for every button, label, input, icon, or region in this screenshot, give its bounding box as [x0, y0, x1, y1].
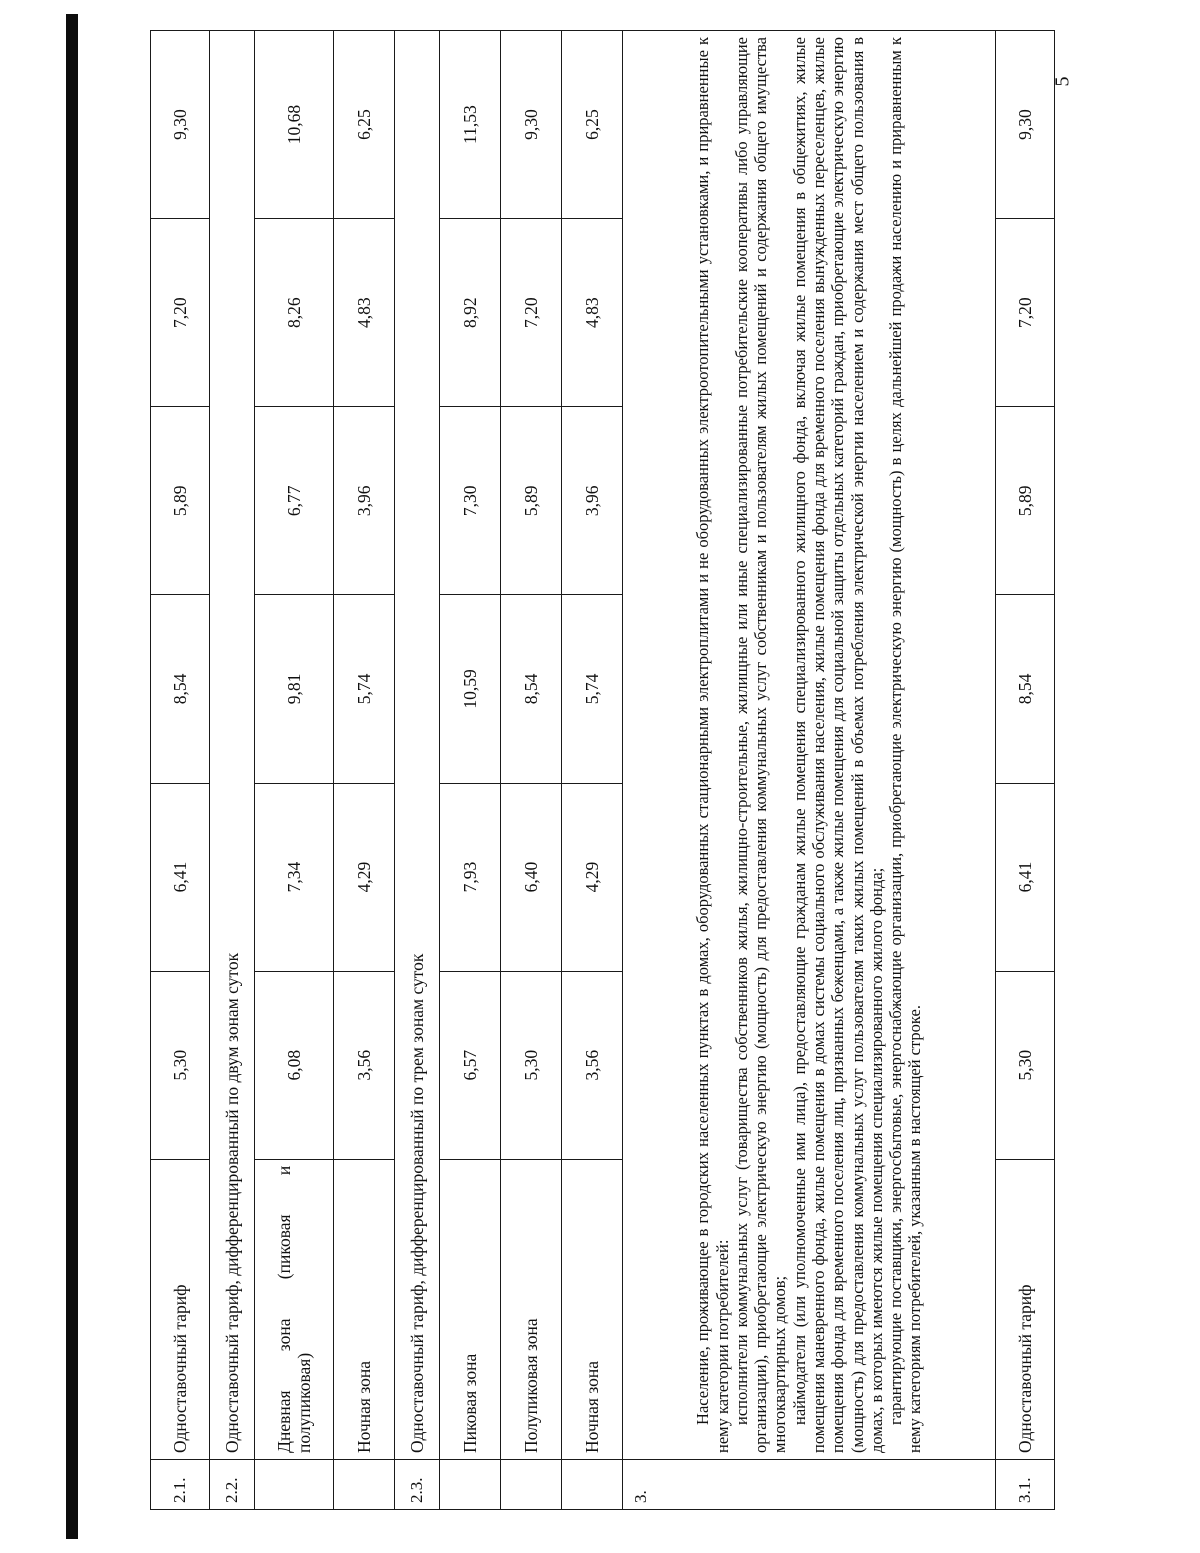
- tariff-value: 8,54: [501, 595, 562, 783]
- note-paragraph: гарантирующие поставщики, энергосбытовые, энергоснабжающие организации, приобретающие электрическую энергию (мощность) в целях дальнейшей продажи населению и приравненным к нему категориям потребителей, указанным в настоящей строке.: [886, 37, 925, 1453]
- tariff-value: 5,89: [151, 407, 210, 595]
- tariff-value: 4,29: [334, 783, 395, 971]
- tariff-value: 6,08: [255, 971, 334, 1159]
- table-row: [395, 31, 440, 1510]
- section-title: Одноставочный тариф, дифференцированный по трем зонам суток: [395, 31, 440, 1460]
- row-label: Пиковая зона: [440, 1159, 501, 1459]
- tariff-value: 8,26: [255, 219, 334, 407]
- row-number: 3.1.: [996, 1459, 1055, 1509]
- table-row: [623, 31, 996, 1510]
- tariff-value: 6,77: [255, 407, 334, 595]
- row-number: [440, 1459, 501, 1509]
- row-number: 2.2.: [210, 1459, 255, 1509]
- tariff-value: 8,54: [151, 595, 210, 783]
- table-row: [440, 31, 501, 1510]
- row-number: [501, 1459, 562, 1509]
- tariff-value: 3,96: [562, 407, 623, 595]
- tariff-value: 3,96: [334, 407, 395, 595]
- tariff-value: 4,29: [562, 783, 623, 971]
- table-row: [210, 31, 255, 1510]
- tariff-value: 6,25: [562, 31, 623, 219]
- row-label: [255, 1159, 334, 1459]
- row-number: [255, 1459, 334, 1509]
- tariff-value: 5,89: [996, 407, 1055, 595]
- row-label: Одноставочный тариф: [996, 1159, 1055, 1459]
- tariff-value: 9,30: [996, 31, 1055, 219]
- row-label-word: зона: [273, 1318, 294, 1352]
- note-paragraph: исполнители коммунальных услуг (товарищества собственников жилья, жилищно-строительные, жилищные или иные специализированные потребительские кооперативы либо управляющие организации), приобретающие электрическую энергию (мощность) для предоставления коммунальных услуг собственникам и пользователям жилых помещений и содержания общего имущества многоквартирных домов;: [731, 37, 790, 1453]
- tariff-value: 7,93: [440, 783, 501, 971]
- tariff-value: 7,20: [996, 219, 1055, 407]
- tariff-value: 7,34: [255, 783, 334, 971]
- tariff-value: 7,30: [440, 407, 501, 595]
- tariff-value: 6,41: [996, 783, 1055, 971]
- tariff-value: 8,92: [440, 219, 501, 407]
- tariff-value: 5,89: [501, 407, 562, 595]
- tariff-value: 5,74: [334, 595, 395, 783]
- tariff-value: 6,57: [440, 971, 501, 1159]
- row-number: [562, 1459, 623, 1509]
- note-paragraph: Население, проживающее в городских населенных пунктах в домах, оборудованных стационарными электроплитами и не оборудованных электроотопительными установками, и приравненные к нему категории потребителей:: [693, 37, 732, 1453]
- row-label-word: и: [273, 1165, 294, 1176]
- note-paragraph: наймодатели (или уполномоченные ими лица), предоставляющие гражданам жилые помещения специализированного жилищного фонда, включая жилые помещения в общежитиях, жилые помещения маневренного фонда, жилые помещения в домах системы социального обслуживания населения, жилые помещения фонда для временного поселения вынужденных переселенцев, жилые помещения фонда для временного поселения лиц, признанных беженцами, а также жилые помещения для социальной защиты отдельных категорий граждан, приобретающие электрическую энергию (мощность) для предоставления коммунальных услуг пользователям таких жилых помещений в объемах потребления электрической энергии населением и содержания мест общего пользования в домах, в которых имеются жилые помещения специализированного жилого фонда;: [789, 37, 886, 1453]
- row-label-word: Дневная: [273, 1390, 294, 1453]
- row-label: Ночная зона: [562, 1159, 623, 1459]
- tariff-value: 11,53: [440, 31, 501, 219]
- tariff-value: 4,83: [334, 219, 395, 407]
- tariff-value: 6,41: [151, 783, 210, 971]
- section-title: Одноставочный тариф, дифференцированный по двум зонам суток: [210, 31, 255, 1460]
- table-row: [562, 31, 623, 1510]
- table-row: [255, 31, 334, 1510]
- table-row: [151, 31, 210, 1510]
- tariff-value: 8,54: [996, 595, 1055, 783]
- row-number: 2.3.: [395, 1459, 440, 1509]
- tariff-value: 10,68: [255, 31, 334, 219]
- tariff-value: 5,30: [501, 971, 562, 1159]
- tariff-value: 5,74: [562, 595, 623, 783]
- tariff-value: 10,59: [440, 595, 501, 783]
- row-label-line: [274, 1166, 294, 1453]
- tariff-value: 7,20: [151, 219, 210, 407]
- tariff-value: 9,81: [255, 595, 334, 783]
- tariff-value: 3,56: [562, 971, 623, 1159]
- row-label-word: (пиковая: [273, 1214, 294, 1280]
- row-number: [334, 1459, 395, 1509]
- rotated-page-content: [150, 30, 1035, 1510]
- page-number: 5: [1051, 76, 1074, 87]
- row-number: 2.1.: [151, 1459, 210, 1509]
- tariff-value: 9,30: [501, 31, 562, 219]
- tariff-value: 9,30: [151, 31, 210, 219]
- tariff-value: 7,20: [501, 219, 562, 407]
- consumer-category-description: [623, 31, 996, 1460]
- row-label: Полупиковая зона: [501, 1159, 562, 1459]
- row-label-word: полупиковая): [294, 1352, 314, 1453]
- tariff-value: 5,30: [996, 971, 1055, 1159]
- tariff-table: [150, 30, 1055, 1510]
- tariff-value: 5,30: [151, 971, 210, 1159]
- row-label: Ночная зона: [334, 1159, 395, 1459]
- scan-edge-bar: [66, 14, 78, 1539]
- tariff-value: 6,40: [501, 783, 562, 971]
- table-row: [996, 31, 1055, 1510]
- tariff-value: 6,25: [334, 31, 395, 219]
- row-label: Одноставочный тариф: [151, 1159, 210, 1459]
- table-row: [334, 31, 395, 1510]
- table-row: [501, 31, 562, 1510]
- tariff-value: 3,56: [334, 971, 395, 1159]
- row-number: 3.: [623, 1459, 996, 1509]
- tariff-value: 4,83: [562, 219, 623, 407]
